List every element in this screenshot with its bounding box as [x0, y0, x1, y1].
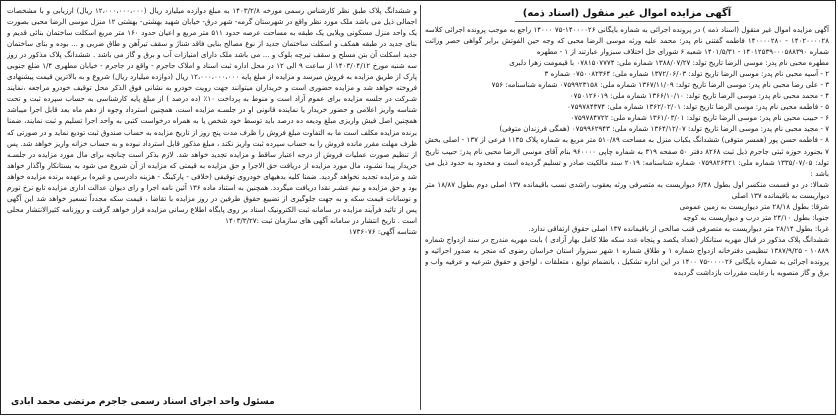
list-item: مطهره محبی نام پدر: موسی الرضا تاریخ تولد: ۱۳۸۸/۰۷/۲۷ شماره ملی: ۰۷۸۱۵۰۷۷۷۴ با قیمومت زهرا دلبری [509, 58, 829, 68]
list-item: ۳ - علی رضا محبی نام پدر: موسی الرضا تاریخ تولد: ۱۳۶۷/۱۱/۰۹ شماره ملی: ۰۷۵۹۹۲۳۱۵۸ شماره شناسنامه: ۷۵۶ [491, 80, 829, 90]
list-item: ۷ - مجید محبی نام پدر: موسی الرضا تاریخ تولد: ۱۳۶۴/۱۲/۰۷ شماره ملی: ۰۷۵۹۹۶۲۹۴۳ (همگی فرزندان متوفی) [499, 124, 829, 134]
heirs-list [425, 57, 829, 234]
notice-title: آگهی مزایده اموال غیر منقول (اسناد ذمه) [515, 6, 739, 22]
list-item: ۵ - فاطمه محبی نام پدر: موسی الرضا تاریخ تولد: ۱۳۶۲/۰۲/۰۱ شماره ملی: ۰۷۵۹۷۸۴۳۷۴ [566, 102, 829, 112]
ad-id: شناسه آگهی: ۱۷۳۶۰۷۶ [348, 226, 417, 236]
column-divider [420, 5, 421, 410]
notice-title-box [425, 5, 829, 24]
intro-paragraph: آگهی مزایده اموال غیر منقول (اسناد ذمه ) در پرونده اجرائی به شماره بایگانی ۱۴۰۰۰۰۲۶-۷۵ ۱۴۰۰۰ راجع به موجب پرونده اجرائی کلاسه ۱۴۰۲۰۰۰۰۲۸ - ۱۴۰۰۰۰۲۸۰ فاطمه گفتنی نام پدر: محمد علیه ورثه موسی الرضا محبی که وجه حین الفوتش برابر گواهی حصر وراثت شماره ۱۴۰۱۲۵۳۹۰۰۰۵۸۸۳۹۰ - ۱۴۰۱/۵/۳۱ شعبه ۶ شورای حل اختلاف سبزوار عبارتند از ۱ - مطهره [425, 25, 829, 57]
signature: مسئول واحد اجرای اسناد رسمی جاجرم مرتضی محمد ابادی [11, 397, 275, 407]
list-item: ۸ - فاطمه حسن پور (همسر متوفی) ششدانگ یکباب منزل به مساحت ۵۱۰/۸۹ متر مربع به شماره پلاک ۱۱۳۵ فرعی از ۱۳۷ - اصلی بخش ۷ بجنورد حوزه ثبتی جاجرم ذیل ثبت ۸۲۶۸ دفتر ۵۰ صفحه ۳۱۹ به شماره چاپی ۹۶۰۰۰۰ بنام آقای موسی الرضا محبی نام پدر: حبیب تاریخ تولد: ۱۳۳۵/۰۷/۰۵ شماره ملی: ۰۷۵۹۸۲۶۴۲۱ شماره شناسنامه: ۲۰۱۹ سند مالکیت صادر و تسلیم گردیده است و محدود به حدود ذیل می باشد : [425, 135, 829, 178]
list-item: ۲ - آسیه محبی نام پدر: موسی الرضا تاریخ تولد: ۱۳۷۲/۰۶/۰۳ شماره ملی: ۰۷۵۰۰۸۲۳۶۴ شماره ۳ [544, 69, 829, 79]
right-column [425, 5, 829, 410]
list-item: ۶ - حبیب محبی نام پدر: موسی الرضا تاریخ تولد: ۱۳۶۱/۰۳/۰۱ شماره ملی: ۰۷۵۹۷۸۴۷۲۲ [570, 113, 829, 123]
left-column [7, 5, 417, 410]
list-item: ۴ - محمد محبی نام پدر: موسی الرضا تاریخ تولد: ۱۳۶۶/۱۰/۱۰ شماره ملی: ۰۷۵۰۱۲۶۰۱۹ [569, 91, 829, 101]
list-item: جنوبا: بطول ۲۴/۱۰ متر درب و دیواریست به کوچه [682, 212, 829, 222]
auction-details-paragraph: و ششدانگ پلاک طبق نظر کارشناس رسمی مورخه ۱۴۰۳/۲/۸ به مبلغ دوازده میلیارد ریال (۱۲،۰۰۰،۰۰۰،۰۰۰ ریال) ارزیابی و با مشخصات اجمالی ذیل می باشد ملک مورد نظر واقع در شهرستان گرمه- شهر درق- خیابان شهید بهشتی- بهشتی ۱۲ منزل موسی الرضا محبی بصورت یک واحد منزل مسکونی ویلایی یک طبقه به مساحت عرصه حدود ۵۱۱ متر مربع و اعیان حدود ۱۶۰ متر مربع اسکلت ساختمان بنائی قدیم و بنای جدید در طبقه همکف و اسکلت ساختمان جدید از نوع مصالح بنایی فاقد شناژ و سقف تیرآهن و طاق ضربی و ... بوده و بنای ساختمان جدید اسکلت آن بتن مسلح و سقف تیرچه بلوک و ... می باشد ملک دارای امتیازات آب و برق و گاز می باشد . ششدانگ پلاک مذکور در روز سه شنبه مورخ ۱۴۰۳/۰۴/۱۲ از ساعت ۹ الی ۱۲ در محل اداره ثبت اسناد و املاک جاجرم - واقع در جاجرم - خیابان مطهری ۱/۴ ضلع جنوبی پارک از طریق مزایده به فروش میرسد و مزایده از مبلغ پایه ۱۲،۰۰۰،۰۰۰،۰۰۰ ریال (دوازده میلیارد ریال) شروع و به بالاترین قیمت پیشنهادی فروخته خواهد شد و مزایده حضوری است و خریداران میتوانند جهت رویت خودرو به نشانی فوق الذکر محل توقیف خودرو مراجعه ،نمایند شـرکت در جلسه مزایده برای عموم آزاد است و منوط به پرداخت ۱۰٪ (ده درصد ) از مبلغ پایه کارشناسی به حساب سپرده ثبت و تحت شناسه واریز اعلامی و حضور خریدار یا نماینده قانونی او در جلسـه مزایده است، همچنین استرداد وجوه از دهم ماه بعد قابل اجرا میباشد همچنین اصل فیش واریزی مبلغ ودیعه ده درصد باید توسط خود شخص یا به همراه درخواست کتبی به واحد اجرا تسلیم و ثبت نمایند، ضمنا برنده مزایده مکلف است ما به التفاوت مبلغ فروش را ظرف مدت پنج روز از تاریخ مزایده به حساب صندوق ثبت تودیع نماید و در صورتی که ظرف مهلت مقرر مانده فروش را به حساب سپرده ثبت واریز نکند ، مبلغ مذکور قابل استرداد نبوده و به حساب خزانه واریز خواهد شد. پس از تنظیم صورت عملیات فروش از درجه اعتبار ساقط و مزایده تجدید خواهد شد. لازم بذکر است چنانچه برای مال مورد مزایده در جلسـه خریدار پیدا نشـود، مال مورد مزایده از دریافت حق الاجرا و حق مزایده به قیمتی که مزایده از آن شروع می شود به بستانکار واگذار خواهد شد و مزایده تجدید نخواهد گردید. ضمنا کلیه بدهیهای خودروی توقیفی (خلافی - پارکینگ - هزینه دادرسی و غیره) برعهده برنده مزایده خواهد بود و حق مزایده و نیم عشـر نقدا دریافت میگردد. همچنین به استناد ماده ۱۳۶ آئین نامه اجرا و رای دیوان عدالت اداری مزایده تابع نرخ تورم و نوسانات قیمت سکه و به جهت جلوگیری از تضییع حقوق طرفین در روز مزایده با تقاضا ، قیمت سکه مجدداً تسعیر خواهد شد این آگهی پس از تائید فرآیند مزایده در سامانه ثبت الکترونیک اسناد بر روی پایگاه اطلاع رسانی مزایده قرار خواهد گرفت و روزنامه کثیرالانتشار محلی است . تاریخ انتشار در سامانه آگهی های سازمان ثبت :۱۴۰۳/۳/۲۷ [7, 6, 417, 225]
mortgage-paragraph: ششدانگ پلاک مذکور در قبال مهریه ستانکار (تعداد یکصد و پنجاه عدد سکه طلا کامل بهار آزادی ) بابت مهریه مندرج در سند ازدواج شماره ۱۰۸۸۹ - ۱۳۸۷/۹/۲۵ تنظیمی دفترخانه ازدواج شماره ۱ و طلاق شماره ۱ شهر سبزوار استان خراسان رضوی که منجر به صدور اجرائیه و پرونده اجرائی به شماره بایگانی ۰۰۰۰۲۶-۷۵ ۱۴۰۰ در این اداره تشکیل ، بانضمام توابع ، متعلقات ، لواحق و حقوق شرعیه و عرفیه واب و برق و گاز منصوبه با رعایت مقررات بازداشت گردیده [425, 234, 829, 278]
list-item: غربا: بطول ۲۸/۱۴ متر دیواریست به متصرفی قنب صالحی از باقیمانده ۱۳۷ اصلی حقوق ارتفاقی ندارد. [528, 223, 829, 233]
list-item: شرقا: بطول ۲۸/۱۸ متر دیواریست به زمین عمومی [679, 201, 829, 211]
list-item: شمالا: در دو قسمت منکسر اول بطول ۶/۴۸ دیواریست به متصرفی ورثه یعقوب راشدی نسب باقیمانده ۱۳۷ اصلی دوم بطول ۱۸/۸۷ متر دیواریست به باقیمانده ۱۳۷ اصلی [425, 179, 829, 200]
